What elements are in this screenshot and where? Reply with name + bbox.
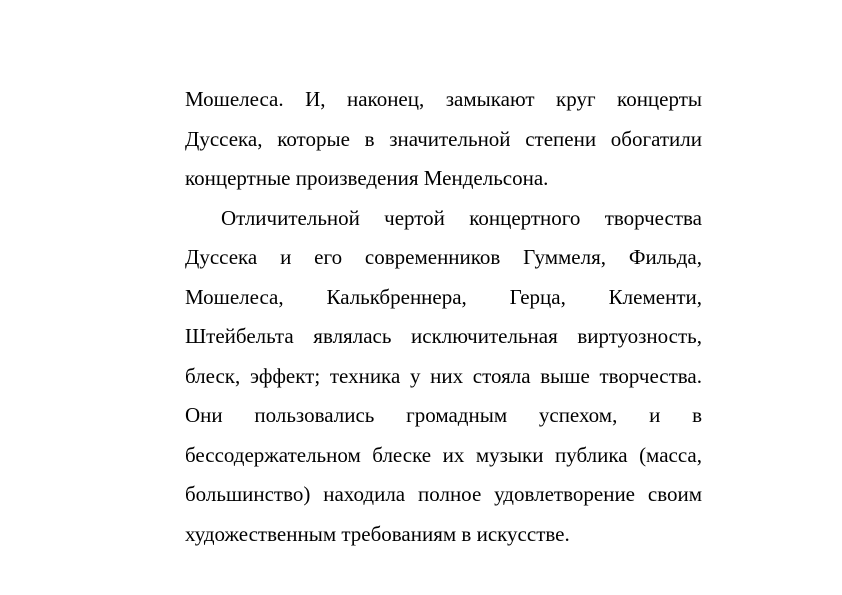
text-line: блеск, эффект; техника у них стояла выше творчества. [185,363,702,388]
text-line: Дуссека и его современников Гуммеля, Фильда, [185,245,702,269]
text-line: концертные произведения Мендельсона. [185,166,549,190]
text-line: бессодержательном блеске их музыки публика (масса, [185,442,702,467]
text-line: Они пользовались громадным успехом, и в [185,403,702,427]
text-line: художественным требованиям в искусстве. [185,521,570,546]
text-line: Штейбельта являлась исключительная виртуозность, [185,324,702,348]
text-line: большинство) находила полное удовлетворение своим [185,482,702,506]
text-line: Мошелеса. И, наконец, замыкают круг концерты [185,87,702,111]
paragraph-first-line: Отличительной чертой концертного творчества [221,205,702,230]
body-text [185,80,702,554]
text-line: Дуссека, которые в значительной степени обогатили [185,126,702,151]
text-line: Мошелеса, Калькбреннера, Герца, Клементи, [185,284,702,309]
